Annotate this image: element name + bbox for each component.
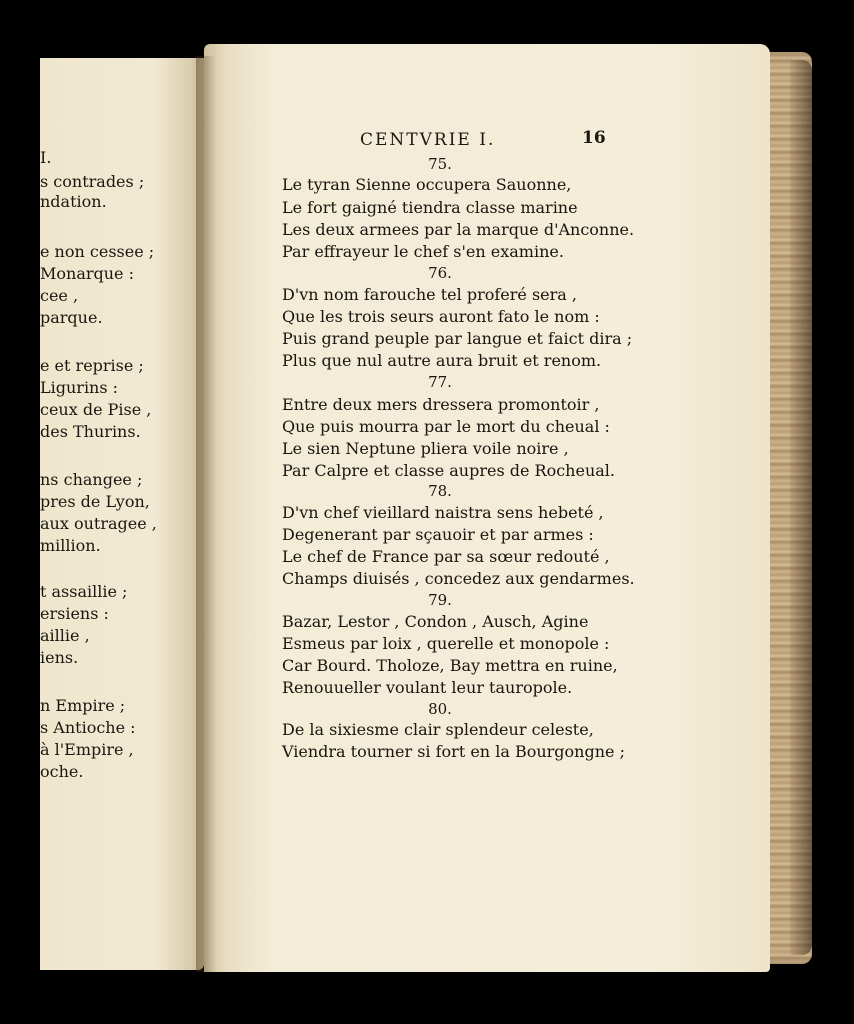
left-page-line: Monarque : [40, 264, 134, 283]
left-page-line: aux outragee , [40, 514, 157, 533]
left-page-line: ndation. [40, 192, 107, 211]
verse-line: Le tyran Sienne occupera Sauonne, [282, 175, 572, 194]
left-page-line: Ligurins : [40, 378, 119, 397]
left-page-line: t assaillie ; [40, 582, 128, 601]
verse-line: Viendra tourner si fort en la Bourgongne ; [282, 742, 625, 761]
quatrain-number: 75. [428, 155, 452, 173]
verse-line: Puis grand peuple par langue et faict dira ; [282, 329, 633, 348]
quatrain-number: 78. [428, 482, 452, 500]
left-page-line: million. [40, 536, 101, 555]
left-page-line: des Thurins. [40, 422, 141, 441]
left-page-line: pres de Lyon, [40, 492, 150, 511]
verse-line: Renouueller voulant leur tauropole. [282, 678, 573, 697]
left-page-line: à l'Empire , [40, 740, 134, 759]
left-page-line: n Empire ; [40, 696, 126, 715]
verse-line: Car Bourd. Tholoze, Bay mettra en ruine, [282, 656, 618, 675]
left-page-line: s contrades ; [40, 172, 145, 191]
page-number: 16 [582, 128, 606, 148]
left-page-line: ersiens : [40, 604, 109, 623]
left-page-line: iens. [40, 648, 79, 667]
gutter-shadow [196, 56, 216, 972]
verse-line: Par effrayeur le chef s'en examine. [282, 242, 564, 261]
left-page-line: I. [40, 148, 52, 167]
book-edge-shade [790, 60, 812, 955]
verse-line: Degenerant par sçauoir et par armes : [282, 525, 594, 544]
left-page-line: ns changee ; [40, 470, 143, 489]
left-page-line: parque. [40, 308, 103, 327]
quatrain-number: 80. [428, 700, 452, 718]
verse-line: Les deux armees par la marque d'Anconne. [282, 220, 635, 239]
quatrain-number: 79. [428, 591, 452, 609]
left-page-line: oche. [40, 762, 84, 781]
verse-line: Esmeus par loix , querelle et monopole : [282, 634, 610, 653]
verse-line: Champs diuisés , concedez aux gendarmes. [282, 569, 635, 588]
verse-line: Entre deux mers dressera promontoir , [282, 395, 600, 414]
verse-line: Par Calpre et classe aupres de Rocheual. [282, 461, 615, 480]
verse-line: Bazar, Lestor , Condon , Ausch, Agine [282, 612, 589, 631]
verse-line: D'vn nom farouche tel proferé sera , [282, 285, 577, 304]
running-header [360, 130, 610, 154]
quatrain-number: 76. [428, 264, 452, 282]
verse-line: Que les trois seurs auront fato le nom : [282, 307, 600, 326]
verse-line: De la sixiesme clair splendeur celeste, [282, 720, 594, 739]
verse-line: Le fort gaigné tiendra classe marine [282, 198, 578, 217]
verse-line: D'vn chef vieillard naistra sens hebeté , [282, 503, 604, 522]
page-title: CENTVRIE I. [360, 130, 496, 150]
left-page-line: e et reprise ; [40, 356, 144, 375]
left-page-line: aillie , [40, 626, 90, 645]
verse-line: Plus que nul autre aura bruit et renom. [282, 351, 602, 370]
left-page-line: cee , [40, 286, 79, 305]
verse-line: Le sien Neptune pliera voile noire , [282, 439, 569, 458]
verse-line: Le chef de France par sa sœur redouté , [282, 547, 610, 566]
left-page-line: s Antioche : [40, 718, 136, 737]
left-page-line: ceux de Pise , [40, 400, 152, 419]
quatrain-number: 77. [428, 373, 452, 391]
left-page-line: e non cessee ; [40, 242, 155, 261]
left-page [40, 58, 204, 970]
verse-line: Que puis mourra par le mort du cheual : [282, 417, 610, 436]
